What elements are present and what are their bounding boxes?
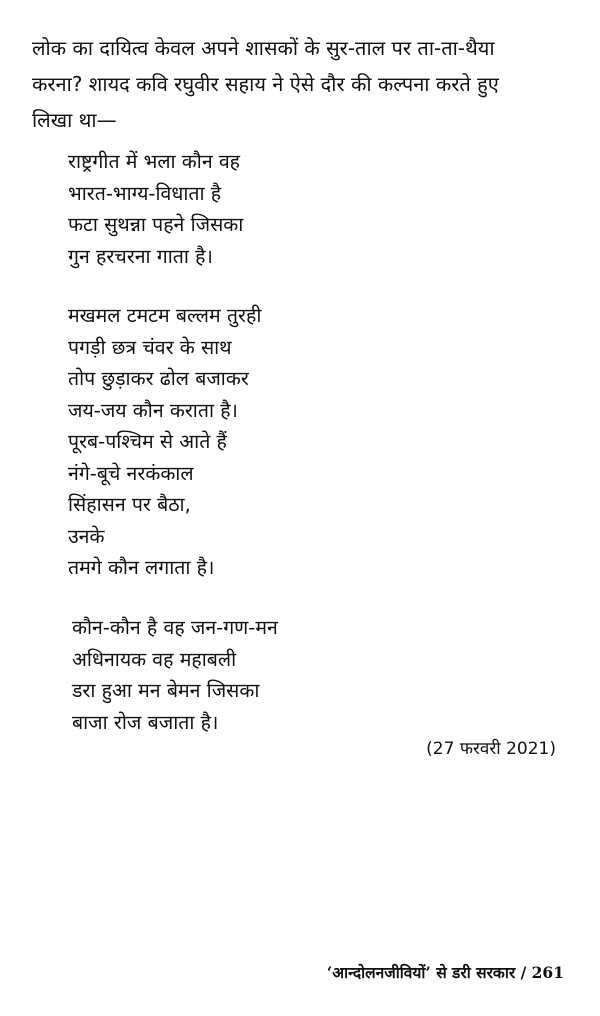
poem-stanza-1 [68,146,243,272]
poem-line: पगड़ी छत्र चंवर के साथ [68,335,232,359]
poem-line: भारत-भाग्य-विधाता है [68,181,222,205]
poem-line: तोप छुड़ाकर ढोल बजाकर [68,367,249,390]
page-footer-running-title: ‘आन्दोलनजीवियों’ से डरी सरकार / 261 [326,963,564,982]
poem-line: जय-जय कौन कराता है। [68,398,238,422]
poem-line: बाजा रोज बजाता है। [72,710,219,734]
poem-line: तमगे कौन लगाता है। [68,556,215,579]
poem-line: डरा हुआ मन बेमन जिसका [72,679,260,702]
poem-line: गुन हरचरना गाता है। [68,244,213,268]
poem-line: मखमल टमटम बल्लम तुरही [68,304,262,327]
poem-line: अधिनायक वह महाबली [72,647,237,671]
poem-line: नंगे-बूचे नरकंकाल [68,461,194,485]
poem-date: (27 फरवरी 2021) [426,739,556,759]
intro-line: लोक का दायित्व केवल अपने शासकों के सुर-ताल पर ता-ता-थैया [32,36,495,60]
intro-paragraph [32,30,572,138]
intro-line: करना? शायद कवि रघुवीर सहाय ने ऐसे दौर की कल्पना करते हुए [32,72,499,96]
intro-line: लिखा था— [32,108,117,132]
poem-stanza-2 [68,300,261,584]
poem-line: पूरब-पश्चिम से आते हैं [68,430,227,453]
poem-line: कौन-कौन है वह जन-गण-मन [72,616,278,639]
poem-line: फटा सुथन्ना पहने जिसका [68,213,244,236]
poem-line: उनके [68,524,105,548]
poem-stanza-3 [72,612,278,738]
poem-line: राष्ट्रगीत में भला कौन वह [68,150,241,173]
poem-line: सिंहासन पर बैठा, [68,493,191,516]
